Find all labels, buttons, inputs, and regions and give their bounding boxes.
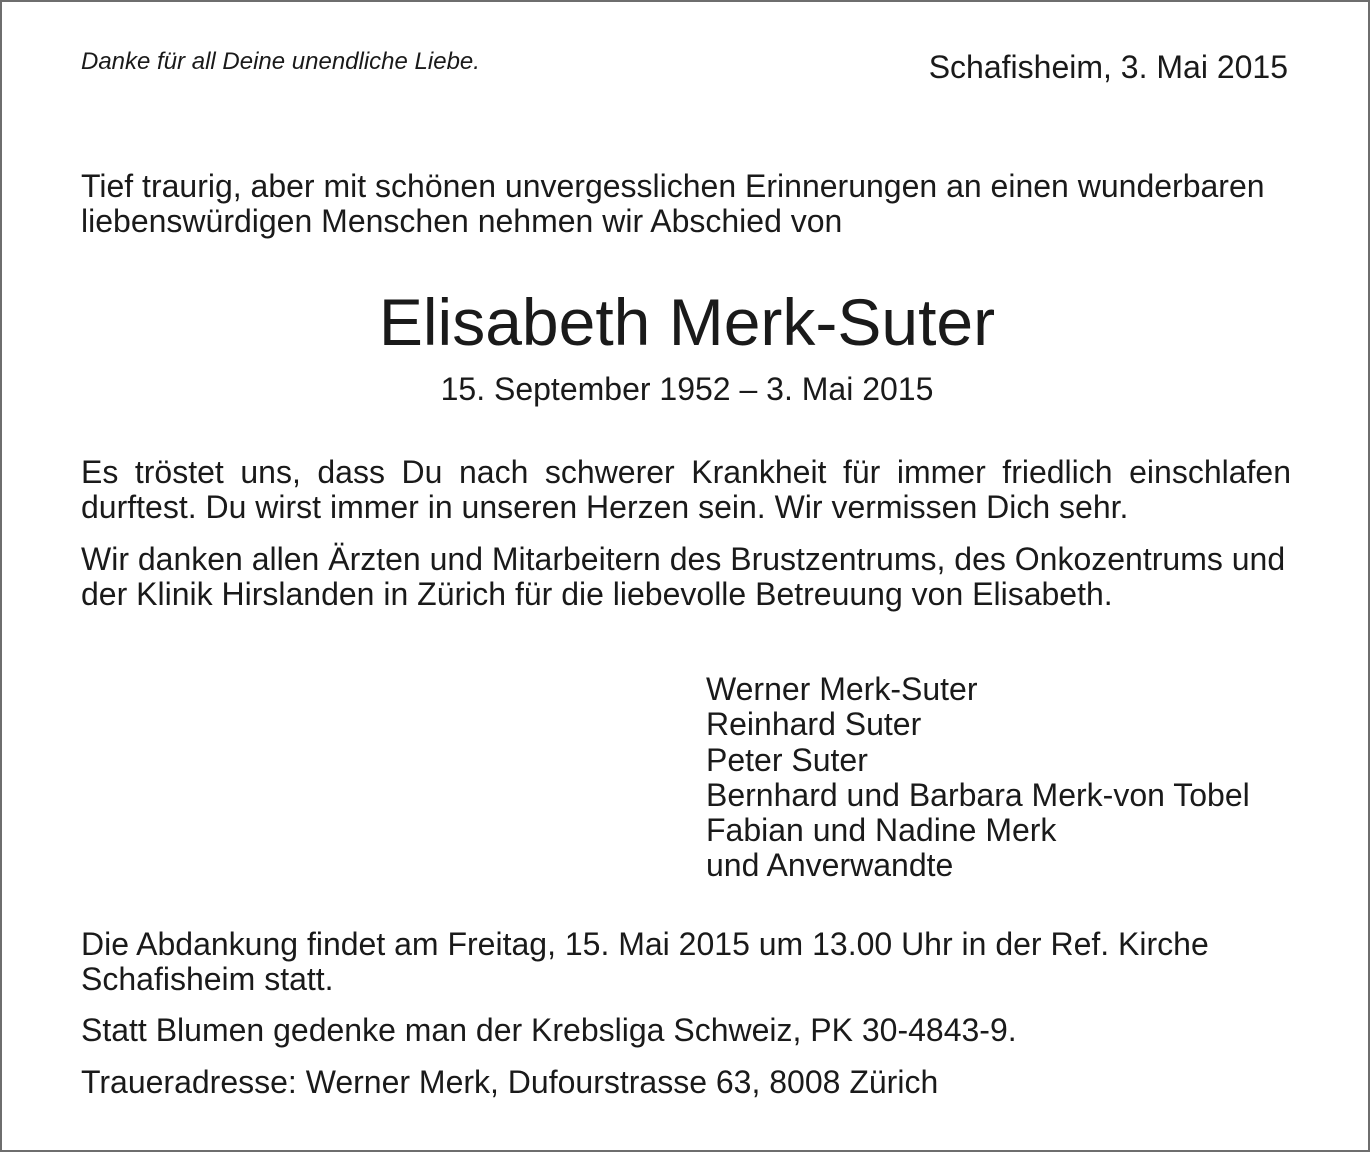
mourner-name: Bernhard und Barbara Merk-von Tobel bbox=[706, 776, 1250, 813]
donation-info: Statt Blumen gedenke man der Krebsliga Schweiz, PK 30-4843-9. bbox=[81, 1012, 1017, 1048]
mourner-name: und Anverwandte bbox=[706, 847, 954, 884]
mourner-name: Peter Suter bbox=[706, 741, 868, 778]
mourner-name: Fabian und Nadine Merk bbox=[706, 812, 1057, 849]
condolence-address: Traueradresse: Werner Merk, Dufourstrasse 63, 8008 Zürich bbox=[81, 1064, 939, 1100]
mourners-list bbox=[706, 672, 1250, 884]
motto: Danke für all Deine unendliche Liebe. bbox=[81, 48, 480, 75]
place-date: Schafisheim, 3. Mai 2015 bbox=[928, 49, 1288, 85]
deceased-name: Elisabeth Merk-Suter bbox=[378, 285, 996, 359]
mourner-name: Reinhard Suter bbox=[706, 706, 922, 743]
ceremony-info: Die Abdankung findet am Freitag, 15. Mai 2015 um 13.00 Uhr in der Ref. Kirche Schafisheim statt. bbox=[81, 926, 1209, 997]
comfort-paragraph: Es tröstet uns, dass Du nach schwerer Krankheit für immer friedlich einschlafen durftest. Du wirst immer in unseren Herzen sein. Wir vermissen Dich sehr. bbox=[81, 454, 1291, 525]
mourner-name: Werner Merk-Suter bbox=[706, 671, 978, 707]
intro-text: Tief traurig, aber mit schönen unvergesslichen Erinnerungen an einen wunderbaren liebenswürdigen Menschen nehmen wir Abschied von bbox=[81, 168, 1265, 239]
thanks-paragraph: Wir danken allen Ärzten und Mitarbeitern des Brustzentrums, des Onkozentrums und der Klinik Hirslanden in Zürich für die liebevolle Betreuung von Elisabeth. bbox=[81, 541, 1286, 612]
life-dates: 15. September 1952 – 3. Mai 2015 bbox=[440, 371, 934, 407]
